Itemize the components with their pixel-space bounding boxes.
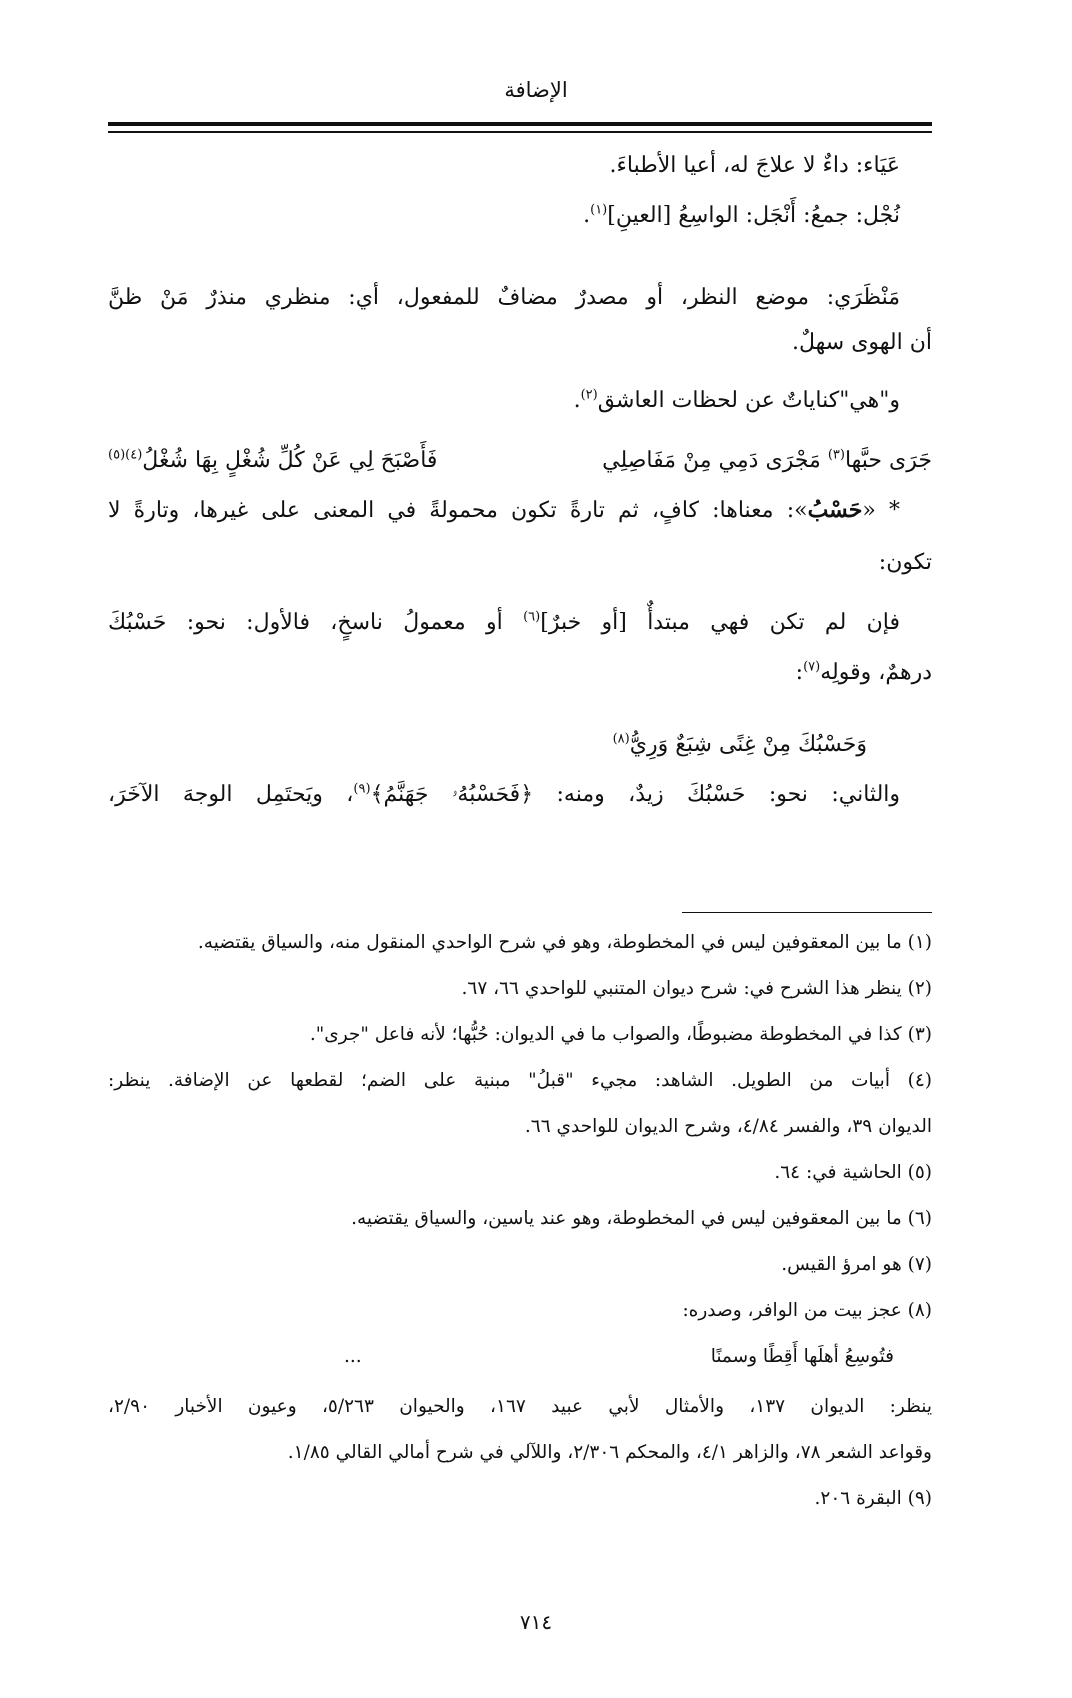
footnote: (٦) ما بين المعقوفين ليس في المخطوطة، وهو عند ياسين، والسياق يقتضيه.	[351, 1208, 932, 1229]
body-line: درهمٌ، وقولِه$^{(٧)}$:	[795, 659, 932, 685]
body-line: * «حَسْبُ»: معناها: كافٍ، ثم تارةً تكون محمولةً في المعنى على غيرها، وتارةً لا	[108, 497, 900, 523]
footnote-ref: (٤)(٥)	[108, 447, 143, 463]
footnote-separator	[682, 912, 932, 913]
body-line: أن الهوى سهلٌ.	[791, 330, 932, 355]
footnote-ref: (٢)	[580, 387, 598, 403]
header-rule-thick	[108, 122, 932, 126]
footnote-continuation: الديوان ٣٩، والفسر ٤/٨٤، وشرح الديوان للواحدي ٦٦.	[524, 1116, 932, 1137]
body-line: والثاني: نحو: حَسْبُكَ زيدٌ، ومنه: ﴿فَحَسْبُهُۥ جَهَنَّمُ﴾$^{(٩)}$، ويَحتَمِل الوجهَ الآخَرَ،	[108, 781, 901, 807]
running-head: الإضافة	[504, 78, 568, 102]
footnote: (٨) عجز بيت من الوافر، وصدره:	[682, 1300, 932, 1321]
body-line: تكون:	[878, 550, 932, 575]
footnote: (٣) كذا في المخطوطة مضبوطًا، والصواب ما في الديوان: حُبُّها؛ لأنه فاعل "جرى".	[309, 1024, 932, 1045]
quran-quote: فَحَسْبُهُۥ جَهَنَّمُ	[383, 782, 521, 807]
page-number: ٧١٤	[519, 1610, 553, 1634]
footnote-ref: (١)	[590, 202, 608, 218]
footnote-verse: فتُوسِعُ أهلَها أَقِطًا وسمنًا ...	[344, 1346, 894, 1367]
body-line: فإن لم تكن فهي مبتدأٌ [أو خبرٌ]$^{(٦)}$ أو معمولُ ناسخٍ، فالأول: نحو: حَسْبُكَ	[108, 609, 900, 635]
header-rule-thin	[108, 131, 932, 133]
footnote-ref: (٨)	[612, 731, 630, 747]
footnote-ref: (٣)	[827, 447, 845, 463]
footnote-ref: (٦)	[523, 609, 541, 625]
verse-ellipsis: ...	[344, 1346, 362, 1367]
body-line: و"هي"كناياتٌ عن لحظات العاشق$^{(٢)}$.	[573, 387, 900, 413]
footnote-ref: (٧)	[803, 659, 821, 675]
footnote: (٤) أبيات من الطويل. الشاهد: مجيء "قبلُ" مبنية على الضم؛ لقطعها عن الإضافة. ينظر:	[108, 1070, 932, 1091]
footnote: (٧) هو امرؤ القيس.	[781, 1254, 932, 1275]
body-line: عَيَاء: داءٌ لا علاجَ له، أعيا الأطباءَ.	[609, 153, 900, 178]
verse-second-hemistich: فَأَصْبَحَ لِي عَنْ كُلِّ شُغْلٍ بِهَا شُغْلُ$^{(٤)(٥)}$	[108, 447, 438, 473]
footnote: (٩) البقرة ٢٠٦.	[814, 1488, 932, 1509]
footnote: (٢) ينظر هذا الشرح في: شرح ديوان المتنبي للواحدي ٦٦، ٦٧.	[461, 978, 932, 999]
body-line: مَنْظَرَي: موضع النظر، أو مصدرٌ مضافٌ للمفعول، أي: منظري منذرٌ مَنْ ظنَّ	[108, 285, 900, 310]
footnote-continuation: ينظر: الديوان ١٣٧، والأمثال لأبي عبيد ١٦٧، والحيوان ٥/٢٦٣، وعيون الأخبار ٢/٩٠،	[108, 1396, 933, 1417]
verse-first-hemistich: جَرَى حبَّها$^{(٣)}$ مَجْرَى دَمِي مِنْ مَفَاصِلِي	[602, 447, 932, 473]
footnote-ref: (٩)	[353, 781, 371, 797]
footnote-continuation: وقواعد الشعر ٧٨، والزاهر ٤/١، والمحكم ٢/٣٠٦، واللآلي في شرح أمالي القالي ١/٨٥.	[287, 1442, 932, 1463]
verse-line: وَحَسْبُكَ مِنْ غِنًى شِبَعٌ وَرِيُّ$^{(٨)}$	[612, 731, 867, 757]
footnote: (١) ما بين المعقوفين ليس في المخطوطة، وهو في شرح الواحدي المنقول منه، والسياق يقتضيه.	[197, 932, 932, 953]
body-line: نُجْل: جمعُ: أَنْجَل: الواسِعُ [العينِ]$^{(١)}$.	[583, 202, 900, 228]
footnote: (٥) الحاشية في: ٦٤.	[774, 1162, 932, 1183]
entry-term: حَسْبُ	[807, 497, 863, 523]
